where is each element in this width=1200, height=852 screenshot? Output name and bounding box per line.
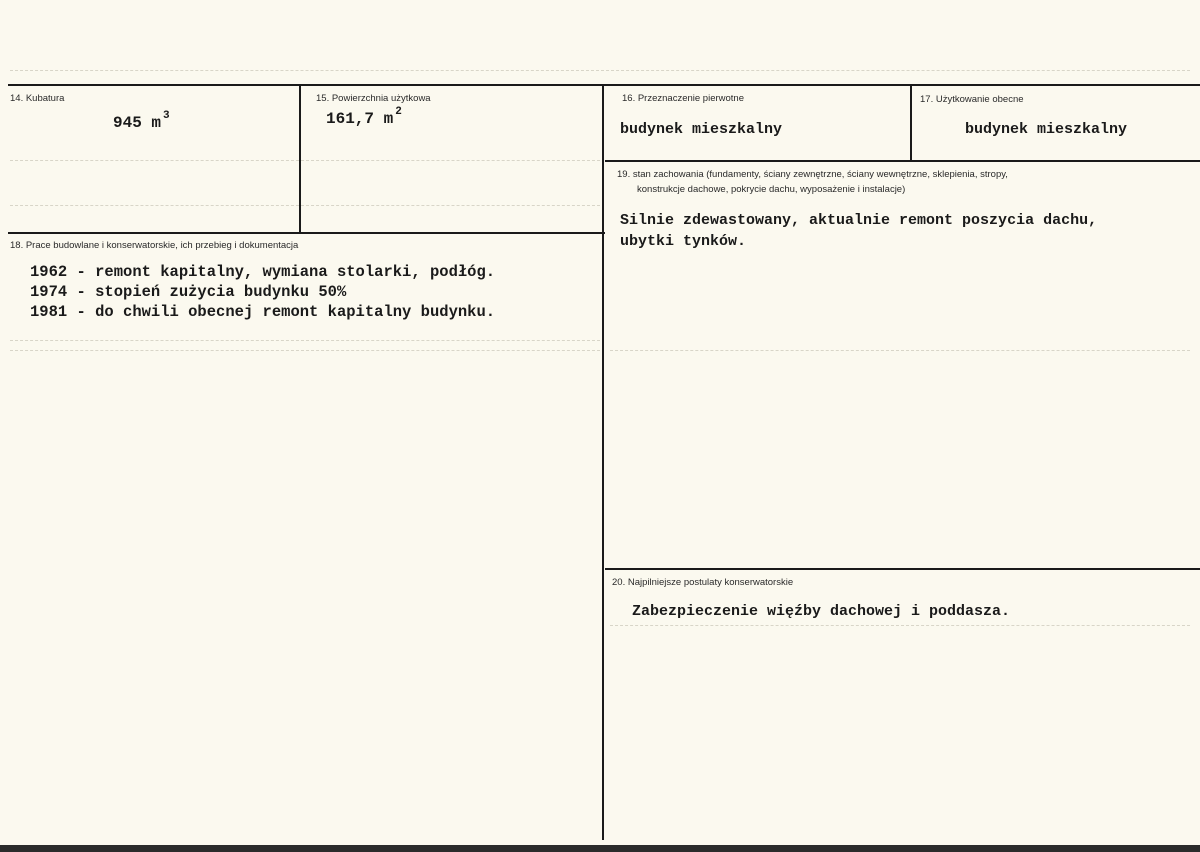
divider-14-15 — [299, 84, 301, 232]
show-through-line — [610, 350, 1190, 351]
field-18-label: 18. Prace budowlane i konserwatorskie, ich przebieg i dokumentacja — [10, 240, 299, 251]
field-19-label-continued: konstrukcje dachowe, pokrycie dachu, wyposażenie i instalacje) — [637, 184, 906, 195]
field-17-value: budynek mieszkalny — [965, 121, 1128, 138]
field-15-value: 161,7 m $^2$ — [326, 106, 402, 128]
rule-under-16-17 — [605, 160, 1200, 162]
divider-center — [602, 84, 604, 840]
cubic-superscript: 3 — [163, 110, 170, 122]
field-18-entry: 1974 - stopień zużycia budynku 50% — [30, 283, 347, 301]
show-through-line — [10, 160, 600, 161]
show-through-line — [10, 205, 600, 206]
show-through-line — [10, 70, 1190, 71]
field-14-value: 945 m $^3$ — [113, 110, 170, 132]
show-through-line — [610, 625, 1190, 626]
field-20-value: Zabezpieczenie więźby dachowej i poddasza. — [632, 603, 1011, 620]
field-19-text: Silnie zdewastowany, aktualnie remont poszycia dachu, — [620, 212, 1098, 229]
field-18-entry: 1962 - remont kapitalny, wymiana stolarki, podłóg. — [30, 263, 496, 281]
field-20-label: 20. Najpilniejsze postulaty konserwatorskie — [612, 577, 794, 588]
field-18-entry: 1981 - do chwili obecnej remont kapitalny budynku. — [30, 303, 496, 321]
field-16-label: 16. Przeznaczenie pierwotne — [622, 93, 744, 104]
scan-edge — [0, 845, 1200, 852]
field-16-value: budynek mieszkalny — [620, 121, 783, 138]
field-17-label: 17. Użytkowanie obecne — [920, 94, 1024, 105]
rule-above-20 — [605, 568, 1200, 570]
field-14-label: 14. Kubatura — [10, 93, 65, 104]
divider-16-17 — [910, 84, 912, 160]
top-rule — [8, 84, 1200, 86]
show-through-line — [10, 340, 600, 341]
field-19-text: ubytki tynków. — [620, 233, 747, 250]
square-superscript: 2 — [395, 106, 402, 118]
field-15-label: 15. Powierzchnia użytkowa — [316, 93, 431, 104]
rule-above-18 — [8, 232, 605, 234]
show-through-line — [10, 350, 600, 351]
field-19-label: 19. stan zachowania (fundamenty, ściany zewnętrzne, ściany wewnętrzne, sklepienia, stropy, — [617, 169, 1008, 180]
